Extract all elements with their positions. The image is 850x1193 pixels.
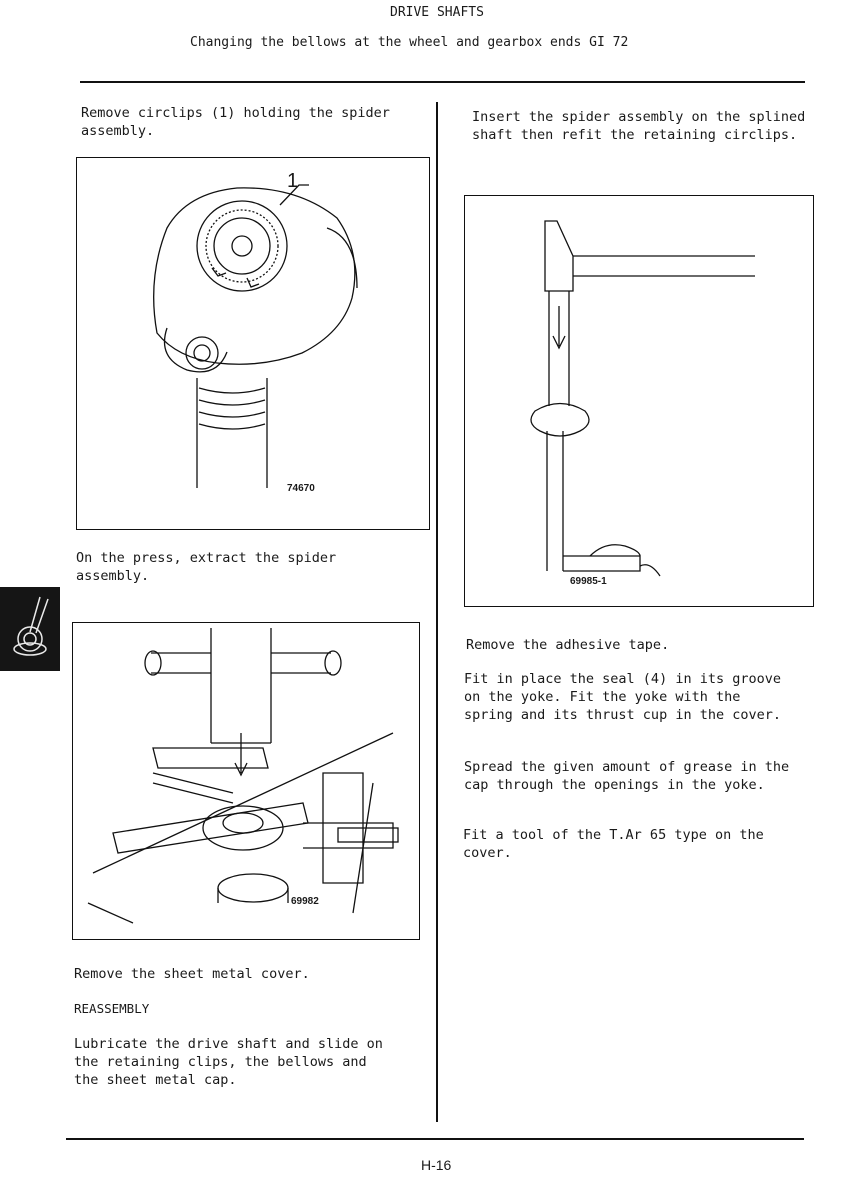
figure-ref-69985-1: 69985-1 [570,576,607,587]
instruction-fit-tool: Fit a tool of the T.Ar 65 type on the cover. [463,827,764,861]
figure-press-extraction [72,622,420,940]
figure-press-insertion [464,195,814,607]
instruction-remove-tape: Remove the adhesive tape. [466,637,670,653]
column-divider [436,102,438,1122]
callout-number-1: 1 [287,170,299,192]
header-rule [80,81,805,83]
figure-spider-assembly [76,157,430,530]
reassembly-heading: REASSEMBLY [74,1001,150,1016]
figure-ref-74670: 74670 [287,483,315,494]
instruction-spread-grease: Spread the given amount of grease in the cap through the openings in the yoke. [464,759,790,793]
page-subtitle: Changing the bellows at the wheel and gearbox ends GI 72 [190,35,629,50]
drive-shaft-joint-icon [0,587,60,671]
section-side-tab [0,587,60,671]
page-number: H-16 [421,1157,452,1173]
instruction-fit-seal: Fit in place the seal (4) in its groove on the yoke. Fit the yoke with the spring and its thrust cup in the cover. [464,671,781,723]
footer-rule [66,1138,804,1140]
press-insertion-illustration [465,196,813,606]
spider-assembly-illustration [77,158,429,529]
instruction-remove-cover: Remove the sheet metal cover. [74,966,310,982]
instruction-insert-spider: Insert the spider assembly on the splined shaft then refit the retaining circlips. [472,109,806,143]
section-title: DRIVE SHAFTS [390,5,484,20]
press-extraction-illustration [73,623,419,939]
instruction-lubricate: Lubricate the drive shaft and slide on the retaining clips, the bellows and the sheet metal cap. [74,1036,383,1088]
figure-ref-69982: 69982 [291,896,319,907]
instruction-extract-spider: On the press, extract the spider assembly. [76,550,337,584]
instruction-remove-circlips: Remove circlips (1) holding the spider assembly. [81,105,390,139]
